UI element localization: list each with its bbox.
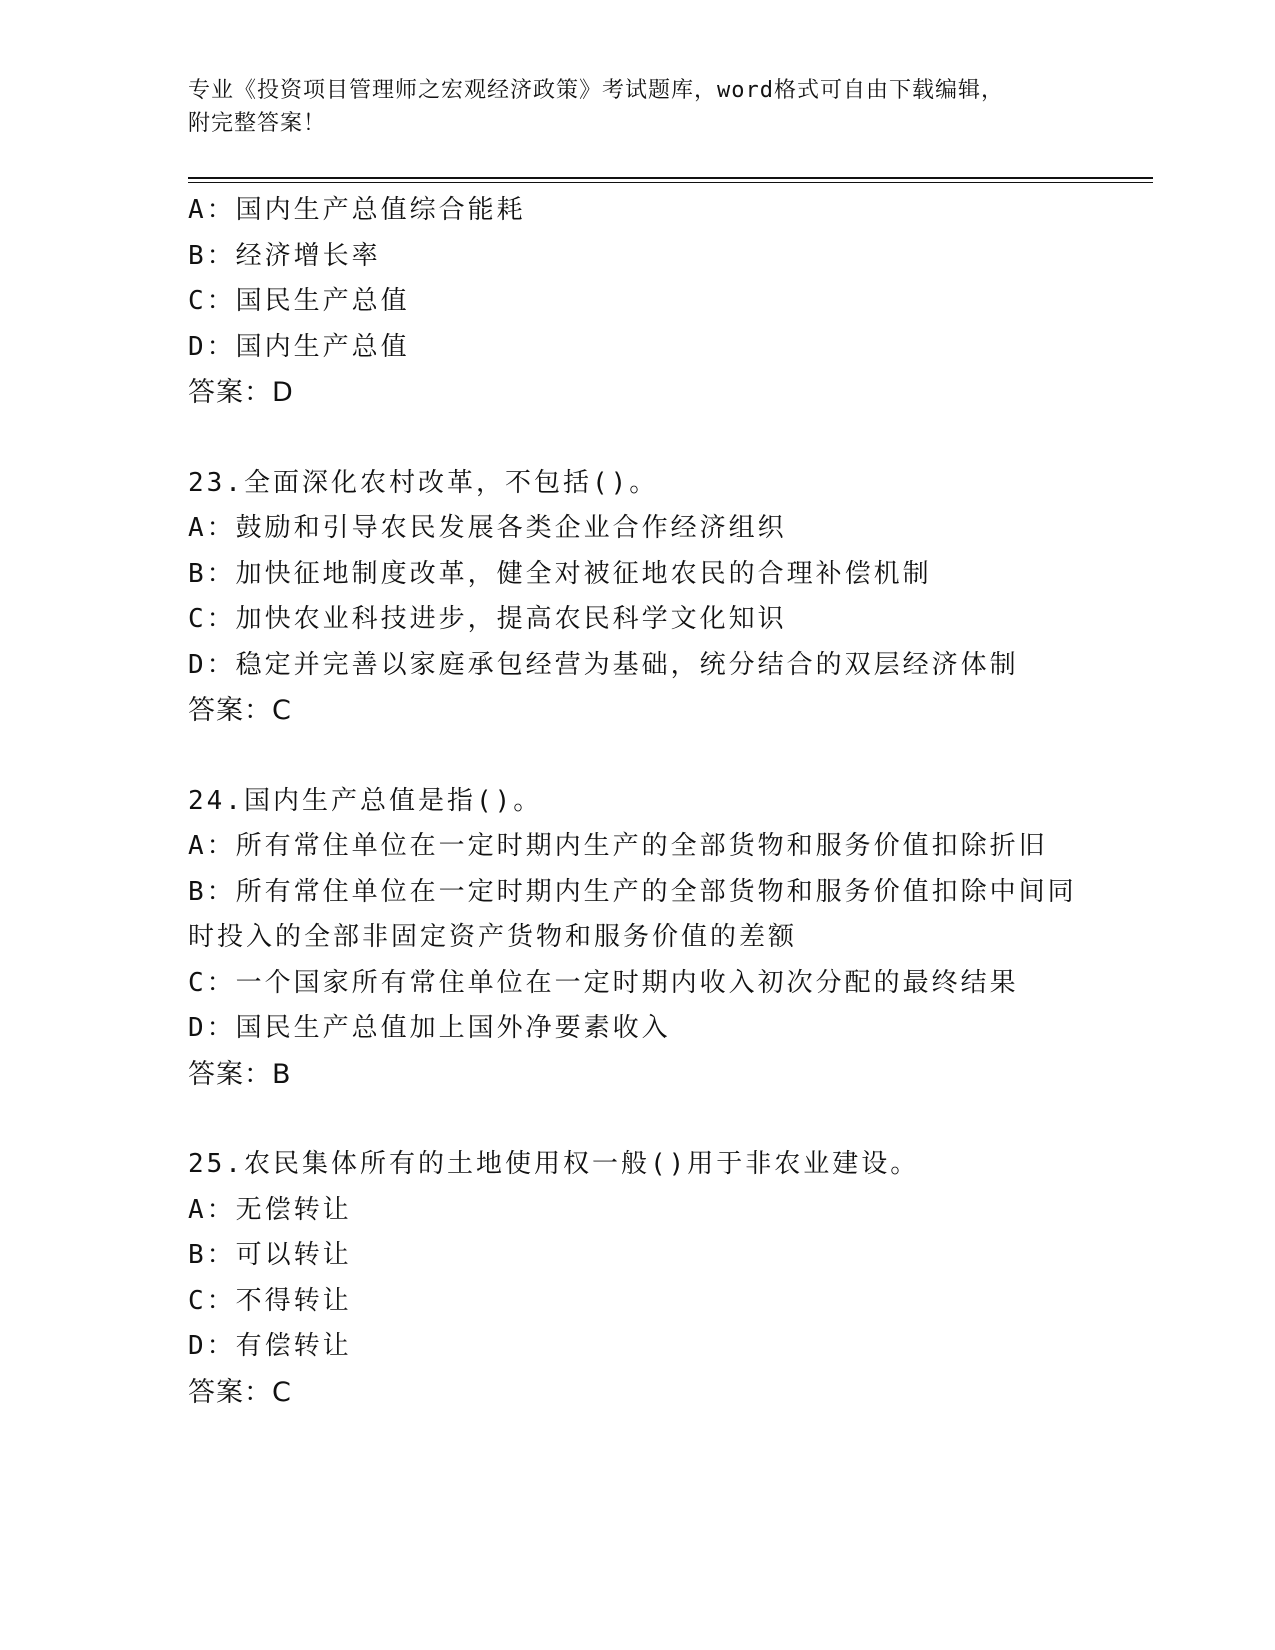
answer: 答案：D [188,377,294,408]
option-c: C：国民生产总值 [188,286,410,316]
answer: 答案：C [188,695,292,726]
spacer [188,1097,1148,1142]
question-25 [188,1142,1148,1415]
option-d: D：国内生产总值 [188,331,410,362]
option-a: A：所有常住单位在一定时期内生产的全部货物和服务价值扣除折旧 [188,831,1048,861]
option-d: D：有偿转让 [188,1331,352,1361]
option-b: B：经济增长率 [188,240,381,271]
question-stem: 23.全面深化农村改革，不包括()。 [188,467,659,498]
option-b-line-1: B：所有常住单位在一定时期内生产的全部货物和服务价值扣除中间同 [188,876,1077,907]
header-line-1: 专业《投资项目管理师之宏观经济政策》考试题库，word格式可自由下载编辑， [188,78,1004,103]
question-stem: 25.农民集体所有的土地使用权一般()用于非农业建设。 [188,1149,920,1179]
option-c: C：一个国家所有常住单位在一定时期内收入初次分配的最终结果 [188,967,1019,998]
option-a: A：鼓励和引导农民发展各类企业合作经济组织 [188,513,787,543]
answer: 答案：C [188,1376,292,1408]
option-b: B：加快征地制度改革，健全对被征地农民的合理补偿机制 [188,558,932,589]
answer: 答案：B [188,1058,292,1090]
option-b: B：可以转让 [188,1240,352,1270]
header-rule-thick [188,177,1153,179]
header-rule-thin [188,182,1153,183]
question-22 [188,188,1148,416]
header-line-2: 附完整答案！ [188,111,327,136]
question-list [188,188,1148,1415]
option-c: C：加快农业科技进步，提高农民科学文化知识 [188,604,787,634]
question-24 [188,779,1148,1098]
option-a: A：无偿转让 [188,1194,352,1225]
question-23 [188,461,1148,734]
spacer [188,416,1148,461]
document-header [188,74,1088,140]
option-d: D：稳定并完善以家庭承包经营为基础，统分结合的双层经济体制 [188,649,1019,680]
option-c: C：不得转让 [188,1285,352,1316]
option-b-line-2: 时投入的全部非固定资产货物和服务价值的差额 [188,922,798,952]
question-stem: 24.国内生产总值是指()。 [188,785,543,816]
spacer [188,734,1148,779]
option-a: A：国内生产总值综合能耗 [188,195,526,225]
option-d: D：国民生产总值加上国外净要素收入 [188,1013,671,1043]
